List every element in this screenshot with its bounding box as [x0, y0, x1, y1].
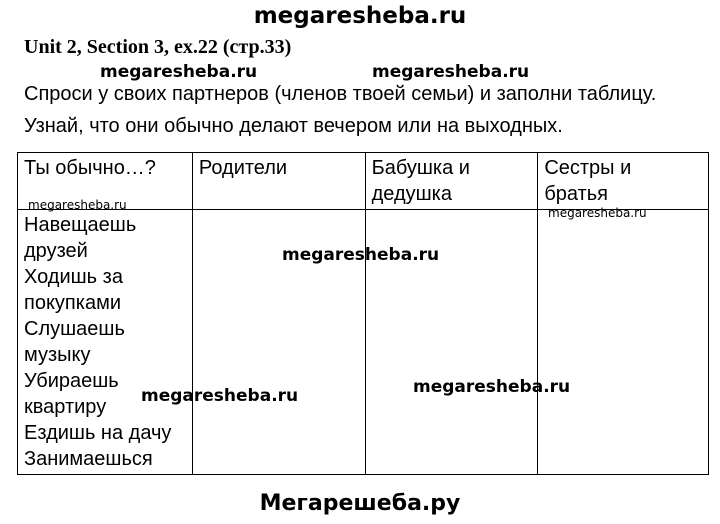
activity-line: покупками: [24, 292, 121, 314]
header-cell-siblings: [538, 153, 709, 210]
activity-line: Ходишь за: [24, 266, 123, 288]
header-cell-parents: [192, 153, 365, 210]
activity-line: квартиру: [24, 396, 107, 418]
watermark: megaresheba.ru: [28, 198, 127, 212]
instruction-line-2: Узнай, что они обычно делают вечером или на выходных.: [24, 115, 563, 137]
watermark: megaresheba.ru: [141, 386, 299, 406]
activity-line: Ездишь на дачу: [24, 422, 172, 444]
site-footer: Мегарешеба.ру: [259, 491, 461, 516]
activity-line: музыку: [24, 344, 91, 366]
header-text: Родители: [198, 157, 288, 179]
siblings-answer-cell[interactable]: [538, 210, 709, 475]
watermark: megaresheba.ru: [413, 377, 571, 397]
header-text: Ты обычно…?: [24, 157, 156, 179]
activity-line: Слушаешь: [24, 318, 125, 340]
header-text: Бабушка и: [371, 157, 470, 179]
activity-line: Занимаешься: [24, 448, 153, 470]
activity-line: Убираешь: [24, 370, 119, 392]
activity-line: Навещаешь: [24, 214, 137, 236]
header-text: Сестры и: [544, 157, 632, 179]
watermark: megaresheba.ru: [548, 206, 647, 220]
instruction-line-1: Спроси у своих партнеров (членов твоей семьи) и заполни таблицу.: [24, 83, 657, 105]
watermark: megaresheba.ru: [372, 62, 530, 82]
activity-line: друзей: [24, 240, 88, 262]
header-cell-grandparents: [365, 153, 538, 210]
site-header: megaresheba.ru: [253, 3, 467, 29]
watermark: megaresheba.ru: [100, 62, 258, 82]
watermark: megaresheba.ru: [282, 245, 440, 265]
header-text: дедушка: [371, 183, 452, 205]
header-text: братья: [544, 183, 608, 205]
exercise-heading: Unit 2, Section 3, ex.22 (стр.33): [24, 36, 292, 58]
activities-cell: [18, 210, 193, 475]
